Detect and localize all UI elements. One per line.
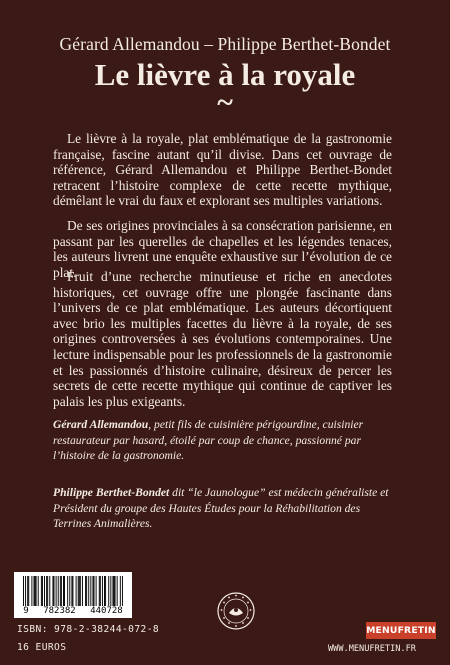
barcode-bar (90, 576, 91, 606)
barcode-bar (110, 576, 111, 606)
barcode-bar (52, 576, 53, 606)
barcode-bar (80, 576, 81, 606)
author-bio-text: , petit fils de cuisinière périgourdine, cuisinier restaurateur par hasard, étoilé par coup de chance, passionné par l’histoire de la gastronomie. (53, 418, 364, 462)
barcode-bars (23, 576, 123, 606)
isbn-text: ISBN: 978-2-38244-072-8 (17, 624, 160, 635)
confrerie-seal-logo (216, 583, 256, 641)
barcode-bar (88, 576, 89, 606)
barcode-bar (122, 576, 123, 606)
author-name: Gérard Allemandou (53, 418, 149, 431)
barcode-bar (104, 576, 105, 606)
barcode-bar (108, 576, 109, 606)
barcode-lead-digit: 9 (23, 606, 29, 616)
barcode-bar (92, 576, 93, 606)
barcode-bar (115, 576, 116, 606)
barcode-bar (54, 576, 55, 606)
barcode-digits (14, 606, 132, 616)
authors-line: Gérard Allemandou – Philippe Berthet-Bondet (59, 34, 391, 54)
barcode-bar (72, 576, 73, 606)
barcode-bar (96, 576, 97, 606)
book-title: Le lièvre à la royale (94, 57, 356, 92)
price-text: 16 EUROS (17, 642, 67, 653)
barcode-bar (25, 576, 26, 606)
title-ornament: ~ (217, 86, 233, 119)
author-name: Philippe Berthet-Bondet (53, 486, 170, 499)
barcode-bar (85, 576, 86, 606)
author-bio-text: dit “le Jaunologue” est médecin généraliste et Président du groupe des Hautes Études pour la Réhabilitation des Terrines Animalières. (53, 486, 389, 530)
barcode-bar (46, 576, 47, 606)
barcode-bar (100, 576, 101, 606)
barcode-bar (64, 576, 65, 606)
barcode-bar (49, 576, 50, 606)
barcode-bar (42, 576, 43, 606)
author-bio (53, 485, 398, 532)
summary-paragraph: De ses origines provinciales à sa consécration parisienne, en passant par les querelles de chapelles et les légendes tenaces, les auteurs livrent une enquête exhaustive sur l’évolution de ce plat. (53, 218, 392, 280)
barcode-bar (56, 576, 57, 606)
barcode-bar (76, 576, 77, 606)
barcode-bar (38, 576, 39, 606)
barcode-bar (105, 576, 106, 606)
publisher-url: WWW.MENUFRETIN.FR (328, 644, 416, 654)
barcode-bar (58, 576, 59, 606)
barcode-bar (63, 576, 64, 606)
summary-paragraph: Le lièvre à la royale, plat emblématique de la gastronomie française, fascine autant qu’il divise. Dans cet ouvrage de référence, Gérard Allemandou et Philippe Berthet-Bondet retracent l’histoire complexe de cette recette mythique, démêlant le vrai du faux et explorant ses multiples variations. (53, 131, 392, 209)
barcode-bar (67, 576, 68, 606)
barcode-bar (35, 576, 36, 606)
barcode-bar (120, 576, 121, 606)
barcode-bar (60, 576, 61, 606)
barcode-bar (69, 576, 70, 606)
barcode-bar (31, 576, 32, 606)
barcode-bar (114, 576, 115, 606)
author-bio (53, 417, 398, 464)
barcode-bar (34, 576, 35, 606)
barcode-bar (117, 576, 118, 606)
barcode-bar (82, 576, 83, 606)
barcode-bar (23, 576, 24, 606)
barcode-bar (41, 576, 42, 606)
barcode-bar (61, 576, 62, 606)
barcode-bar (44, 576, 45, 606)
barcode-bar (99, 576, 100, 606)
barcode-bar (102, 576, 103, 606)
publisher-logo: MENUFRETIN (366, 622, 436, 639)
summary-paragraph: Fruit d’une recherche minutieuse et riche en anecdotes historiques, cet ouvrage offre une plongée fascinante dans l’univers de ce plat emblématique. Les auteurs décortiquent avec brio les multiples facettes du lièvre à la royale, de ses origines controversées à ses évolutions contemporaines. Une lecture indispensable pour les professionnels de la gastronomie et les passionnés d’histoire culinaire, désireux de percer les secrets de cette recette mythique qui continue de captiver les palais les plus exigeants. (53, 269, 392, 409)
barcode-group-left: 782382 (43, 606, 76, 616)
barcode-bar (86, 576, 87, 606)
barcode-bar (47, 576, 48, 606)
barcode-group-right: 440728 (90, 606, 123, 616)
barcode-bar (78, 576, 79, 606)
barcode-bar (112, 576, 113, 606)
barcode-bar (27, 576, 28, 606)
barcode-bar (71, 576, 72, 606)
barcode (14, 572, 132, 618)
barcode-bar (28, 576, 29, 606)
barcode-bar (79, 576, 80, 606)
barcode-bar (36, 576, 37, 606)
barcode-bar (94, 576, 95, 606)
